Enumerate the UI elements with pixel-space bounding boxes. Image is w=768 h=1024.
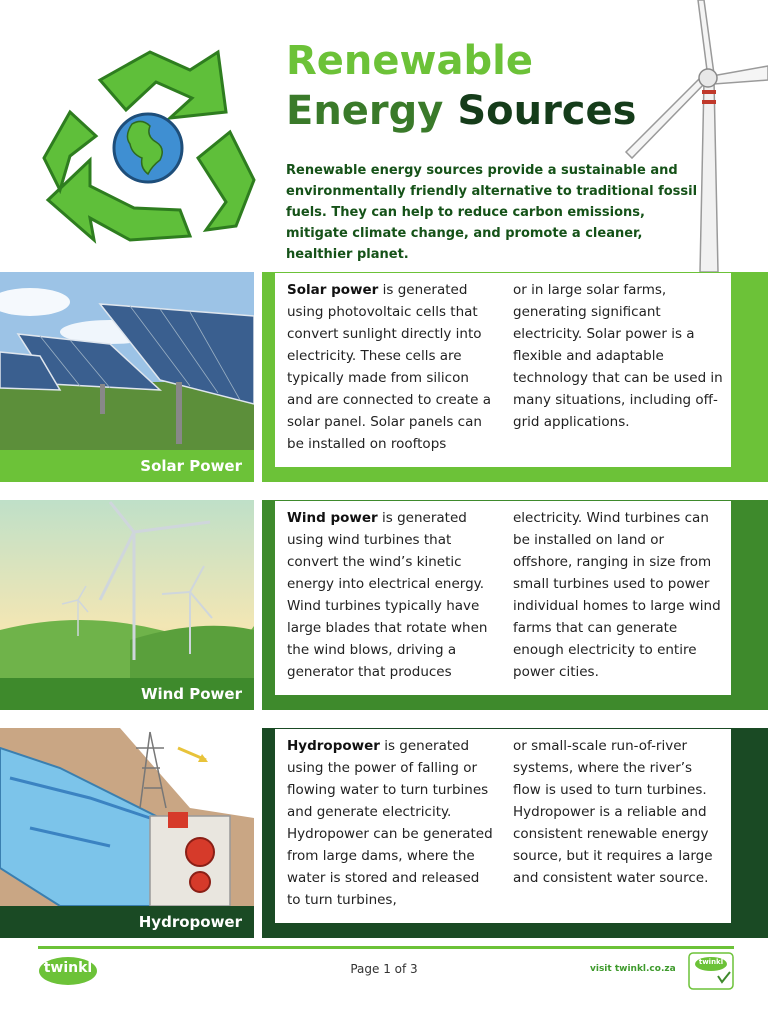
hydro-text-col-1 [287, 735, 497, 911]
quality-badge-icon [688, 952, 734, 990]
twinkl-logo[interactable] [38, 956, 98, 986]
visit-link[interactable]: visit twinkl.co.za [590, 964, 676, 974]
wind-photo [0, 500, 254, 710]
hydro-lead: Hydropower [287, 738, 380, 754]
section-hydro [0, 728, 768, 938]
hydro-caption: Hydropower [0, 906, 254, 938]
solar-lead: Solar power [287, 282, 379, 298]
hydro-photo [0, 728, 254, 938]
wind-caption: Wind Power [0, 678, 254, 710]
wind-col1-text: is generated using wind turbines that convert the wind’s kinetic energy into electrical energy. Wind turbines typically have large blades that rotate when the wind blows, driving a generator that produces [287, 510, 488, 680]
solar-text-col-2: or in large solar farms, generating significant electricity. Solar power is a flexible and adaptable technology that can be used in many situations, including off-grid applications. [513, 282, 723, 430]
intro-paragraph: Renewable energy sources provide a sustainable and environmentally friendly alternative to traditional fossil fuels. They can help to reduce carbon emissions, mitigate climate change, and promote a cleaner, healthier planet. [286, 163, 698, 262]
hydro-text-box [274, 728, 732, 924]
title-line-1: Renewable [286, 38, 533, 84]
solar-col1-text: is generated using photovoltaic cells that convert sunlight directly into electricity. These cells are typically made from silicon and are connected to create a solar panel. Solar panels can be installed on rooftops [287, 282, 492, 452]
section-solar [0, 272, 768, 482]
title-word-sources: Sources [457, 88, 637, 134]
footer-divider [38, 946, 734, 949]
wind-lead: Wind power [287, 510, 378, 526]
section-wind [0, 500, 768, 710]
wind-text-col-1 [287, 507, 497, 683]
page-number: Page 1 of 3 [350, 962, 418, 976]
hydro-text-col-2: or small-scale run-of-river systems, where the river’s flow is used to turn turbines. Hydropower is a reliable and consistent renewable energy source, but it requires a large and consistent water source. [513, 738, 713, 886]
title-line-2 [286, 86, 636, 136]
solar-photo [0, 272, 254, 482]
hydro-col1-text: is generated using the power of falling or flowing water to turn turbines and generate electricity. Hydropower can be generated from large dams, where the water is stored and released to turn turbines, [287, 738, 493, 908]
solar-text-col-1 [287, 279, 497, 455]
page-title [286, 36, 636, 136]
recycle-globe-icon [30, 40, 262, 260]
title-word-energy: Energy [286, 88, 444, 134]
wind-text-box [274, 500, 732, 696]
twinkl-logo-text: twinkl [43, 960, 93, 976]
wind-text-col-2: electricity. Wind turbines can be installed on land or offshore, ranging in size from small turbines used to power individual homes to large wind farms that can generate enough electricity to entire power cities. [513, 510, 721, 680]
solar-caption: Solar Power [0, 450, 254, 482]
solar-text-box [274, 272, 732, 468]
quality-badge-text: twinkl [698, 958, 724, 966]
